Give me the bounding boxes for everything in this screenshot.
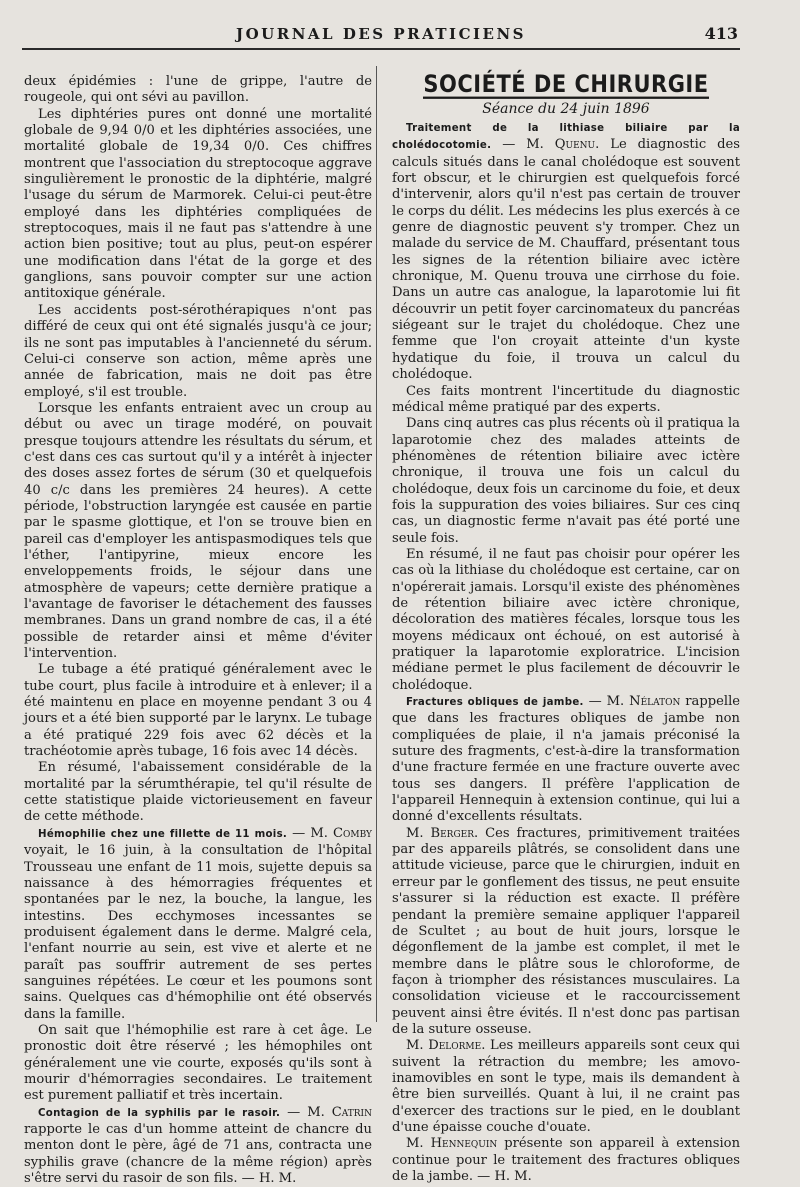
dash-text: — M. [280, 1104, 332, 1120]
section-title [392, 70, 740, 99]
case-text: . Ces fractures, primitivement traitées par des appareils plâtrés, se consolident dans une attitude vicieuse, parce que le chirurgien, induit en erreur par le gonflement des tissus, ne peut ensuite s'assurer si la réduction est exacte. Il préfère pendant la première semaine appliquer l'appareil de Scultet ; au bout de huit jours, lorsque le dégonflement de la jambe est complet, il met le membre dans le plâtre sous le chloroforme, de façon à triompher des résistances musculaires. La consolidation vicieuse et le raccourcissement peuvent ainsi être évités. Il n'est donc pas partisan de la suture osseuse. [392, 825, 740, 1037]
case-text: présente son appareil à extension continue pour le traitement des fractures obliques de la jambe. — H. M. [392, 1136, 741, 1184]
m-prefix: M. [406, 1038, 429, 1054]
case-text: . Les meilleurs appareils sont ceux qui suivent la rétraction du membre; les amovo-inamovibles en sont le type, mais ils demandent à être bien surveillés. Quant à lui, il ne craint pas d'exercer des tractions sur le pied, en le doublant d'une épaisse couche d'ouate. [392, 1038, 740, 1135]
paragraph: On sait que l'hémophilie est rare à cet âge. Le pronostic doit être réservé ; les hémophiles ont généralement une vie courte, exposés qu'ils sont à mourir d'hémorragies secondaires. Le traitement est purement palliatif et très incertain. [24, 1022, 372, 1104]
running-title: JOURNAL DES PRATICIENS [236, 25, 526, 43]
author-name: Catrin [331, 1104, 372, 1120]
dash-text: — M. [583, 694, 630, 710]
dash-text: — M. [491, 137, 555, 153]
paragraph: Ces faits montrent l'incertitude du diagnostic médical même pratiqué par des experts. [392, 383, 740, 415]
author-name: Nélaton [629, 694, 681, 710]
paragraph: Les accidents post-sérothérapiques n'ont pas différé de ceux qui ont été signalés jusqu'à ce jour; ils ne sont pas imputables à l'ancienneté du sérum. Celui-ci conserve son action, même après une année de fabrication, mais ne doit pas être employé, s'il est trouble. [24, 302, 372, 400]
paragraph-hennequin [392, 1136, 740, 1185]
case-heading: Traitement de la lithiase biliaire par la cholédocotomie. [392, 123, 740, 152]
author-name: Delorme [428, 1038, 482, 1054]
column-divider [376, 66, 377, 1022]
right-column [392, 70, 741, 1185]
case-hemophilie [24, 826, 372, 1023]
case-text: voyait, le 16 juin, à la consultation de l'hôpital Trousseau une enfant de 11 mois, sujette depuis sa naissance à des hémorragies fréquentes et spontanées par le nez, la bouche, la langue, les intestins. Des ecchymoses incessantes se produisent également dans le derme. Malgré cela, l'enfant nourrie au sein, est vive et alerte et ne paraît pas souffrir autrement de ses pertes sanguines répétées. Le cœur et les poumons sont sains. Quelques cas d'hémophilie ont été observés dans la famille. [24, 843, 372, 1022]
author-name: Quenu [554, 137, 596, 153]
paragraph: Dans cinq autres cas plus récents où il pratiqua la laparotomie chez des malades atteints de phénomènes de rétention biliaire avec ictère chronique, il trouva une fois un calcul du cholédoque, deux fois un carcinome du foie, et deux fois la suppuration des voies biliaires. Sur ces cinq cas, un diagnostic ferme n'avait pas été porté une seule fois. [392, 416, 740, 546]
case-text: . Le diagnostic des calculs situés dans le canal cholédoque est souvent fort obscur, et le chirurgien est quelquefois forcé d'intervenir, alors qu'il n'est pas certain de trouver le corps du délit. Les médecins les plus exercés à ce genre de diagnostic peuvent s'y tromper. Chez un malade du service de M. Chauffard, présentant tous les signes de la rétention biliaire avec ictère chronique, M. Quenu trouva une cirrhose du foie. Dans un autre cas analogue, la laparotomie lui fit découvrir un petit foyer carcinomateux du pancréas siégeant sur le trajet du cholédoque. Chez une femme que l'on croyait atteinte d'un kyste hydatique du foie, il trouva un calcul du cholédoque. [392, 137, 740, 383]
author-name: Berger [430, 825, 474, 841]
case-fractures [392, 694, 740, 826]
session-date: Séance du 24 juin 1896 [482, 101, 650, 117]
case-heading: Fractures obliques de jambe. [406, 697, 584, 709]
m-prefix: M. [406, 825, 431, 841]
paragraph: En résumé, il ne faut pas choisir pour opérer les cas où la lithiase du cholédoque est certaine, car on n'opérerait jamais. Lorsqu'il existe des phénomènes de rétention biliaire avec ictère chronique, décoloration des matières fécales, lorsque tous les moyens médicaux ont échoué, on est autorisé à pratiquer la laparotomie exploratrice. L'incision médiane permet le plus facilement de découvrir le cholédoque. [392, 546, 740, 693]
case-heading: Hémophilie chez une fillette de 11 mois. [38, 828, 288, 840]
left-column [24, 74, 372, 1187]
paragraph: Le tubage a été pratiqué généralement avec le tube court, plus facile à introduire et à enlever; il a été maintenu en place en moyenne pendant 3 ou 4 jours et a été bien supporté par le larynx. Le tubage a été pratiqué 229 fois avec 62 décès et la trachéotomie après tubage, 16 fois avec 14 décès. [24, 662, 372, 760]
author-name: Hennequin [430, 1136, 498, 1152]
paragraph-berger [392, 826, 740, 1038]
page-header [22, 22, 740, 50]
page-number: 413 [704, 24, 738, 43]
paragraph: Lorsque les enfants entraient avec un croup au début ou avec un tirage modéré, on pouvait presque toujours attendre les résultats du sérum, et c'est dans ces cas surtout qu'il y a intérêt à injecter des doses assez fortes de sérum (30 et quelquefois 40 c/c dans les premières 24 heures). A cette période, l'obstruction laryngée est causée en partie par le spasme glottique, et l'on se trouve bien en pareil cas d'employer les antispasmodiques tels que l'éther, l'antipyrine, mieux encore les enveloppements froids, le séjour dans une atmosphère de vapeurs; cette dernière pratique a l'avantage de favoriser le détachement des fausses membranes. Dans un grand nombre de cas, il a été possible de retarder ainsi et même d'éviter l'intervention. [24, 400, 372, 662]
case-text: rapporte le cas d'un homme atteint de chancre du menton dont le père, âgé de 71 ans, contracta une syphilis grave (chancre de la même région) après s'être servi du rasoir de son fils. — H. M. [24, 1122, 372, 1187]
case-syphilis [24, 1105, 372, 1187]
paragraph: En résumé, l'abaissement considérable de la mortalité par la sérumthérapie, tel qu'il résulte de cette statistique plaide victorieusement en faveur de cette méthode. [24, 760, 372, 825]
section-title-text: SOCIÉTÉ DE CHIRURGIE [423, 70, 709, 98]
paragraph: Les diphtéries pures ont donné une mortalité globale de 9,94 0/0 et les diphtéries associées, une mortalité globale de 19,34 0/0. Ces chiffres montrent que l'association du streptocoque aggrave singulièrement le pronostic de la diphtérie, malgré l'usage du sérum de Marmorek. Celui-ci peut-être employé dans les diphtéries compliquées de streptocoques, mais il ne faut pas s'attendre à une action bien positive; tout au plus, peut-on espérer une modification dans l'état de la gorge et des ganglions, sans pouvoir compter sur une action antitoxique générale. [24, 106, 372, 302]
author-name: Comby [332, 825, 372, 841]
dash-text: — M. [287, 825, 333, 841]
m-prefix: M. [406, 1136, 431, 1152]
case-heading: Contagion de la syphilis par le rasoir. [38, 1107, 281, 1119]
case-lithiase [392, 120, 740, 384]
paragraph: deux épidémies : l'une de grippe, l'autre de rougeole, qui ont sévi au pavillon. [24, 74, 372, 106]
case-text: rappelle que dans les fractures obliques de jambe non compliquées de plaie, il n'a jamais préconisé la suture des fragments, c'est-à-dire la transformation d'une fracture fermée en une fracture ouverte avec tous ses dangers. Il préfère l'application de l'appareil Hennequin à extension continue, qui lui a donné d'excellents résultats. [392, 694, 741, 825]
paragraph-delorme [392, 1038, 740, 1136]
